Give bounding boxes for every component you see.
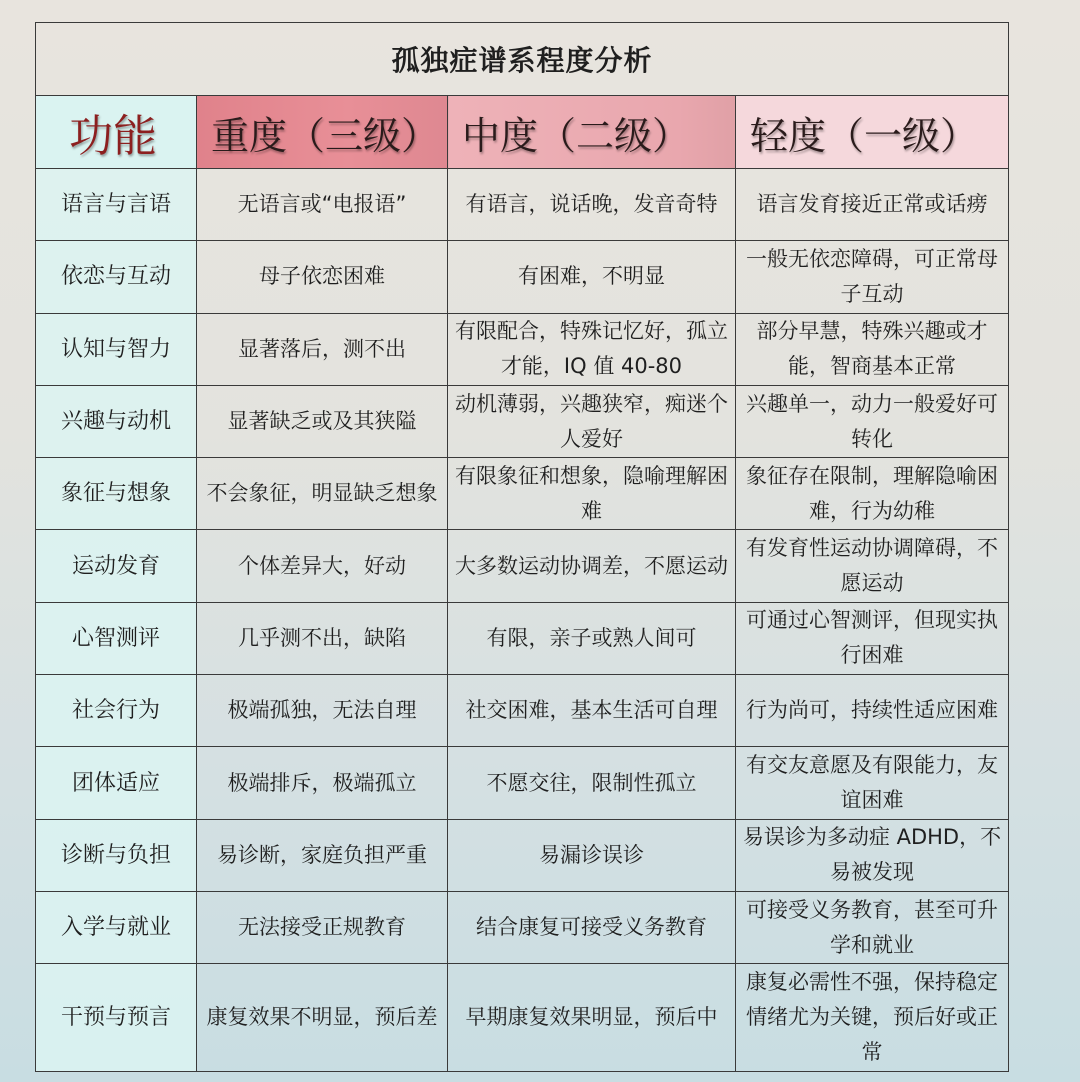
table-row [36, 313, 1009, 385]
severe-text: 个体差异大，好动 [238, 553, 406, 578]
function-text: 认知与智力 [60, 336, 171, 362]
table-row [36, 602, 1009, 674]
moderate-text: 早期康复效果明显，预后中 [465, 1005, 718, 1030]
severe-text: 康复效果不明显，预后差 [206, 1005, 438, 1030]
severe-cell [197, 530, 448, 602]
table-row [36, 964, 1009, 1072]
moderate-cell [448, 891, 736, 963]
header-row [36, 96, 1009, 169]
mild-text: 行为尚可，持续性适应困难 [746, 698, 998, 723]
function-cell [36, 747, 197, 819]
header-severe: 重度（三级） [197, 96, 448, 169]
moderate-cell [448, 530, 736, 602]
function-text: 心智测评 [71, 625, 160, 651]
moderate-cell [448, 241, 736, 313]
moderate-text: 大多数运动协调差，不愿运动 [455, 553, 728, 578]
severe-cell [197, 964, 448, 1072]
moderate-text: 不愿交往，限制性孤立 [486, 770, 697, 795]
mild-text: 象征存在限制，理解隐喻困难，行为幼稚 [746, 463, 998, 523]
moderate-text: 有限，亲子或熟人间可 [486, 625, 697, 650]
moderate-cell [448, 458, 736, 530]
table-row [36, 385, 1009, 457]
function-text: 象征与想象 [60, 481, 171, 507]
table-row [36, 169, 1009, 241]
mild-text: 易误诊为多动症 ADHD，不易被发现 [742, 825, 1002, 885]
severe-text: 极端孤独，无法自理 [227, 698, 417, 723]
mild-cell [736, 241, 1009, 313]
function-text: 社会行为 [71, 698, 160, 724]
moderate-cell [448, 169, 736, 241]
severe-cell [197, 602, 448, 674]
severe-cell [197, 385, 448, 457]
mild-cell [736, 891, 1009, 963]
moderate-cell [448, 313, 736, 385]
moderate-cell [448, 747, 736, 819]
table-row [36, 241, 1009, 313]
function-text: 干预与预言 [60, 1005, 171, 1031]
mild-cell [736, 169, 1009, 241]
header-mild: 轻度（一级） [736, 96, 1009, 169]
header-moderate: 中度（二级） [448, 96, 736, 169]
function-text: 团体适应 [71, 770, 160, 796]
moderate-text: 有困难，不明显 [518, 264, 665, 289]
severe-text: 几乎测不出，缺陷 [238, 625, 406, 650]
autism-spectrum-severity-table [35, 22, 1009, 1072]
function-text: 运动发育 [71, 553, 160, 579]
severe-cell [197, 169, 448, 241]
severe-text: 不会象征，明显缺乏想象 [206, 481, 438, 506]
moderate-text: 有限配合，特殊记忆好，孤立才能，IQ 值 40-80 [455, 319, 728, 379]
mild-text: 有交友意愿及有限能力，友谊困难 [746, 753, 998, 813]
function-cell [36, 241, 197, 313]
moderate-cell [448, 964, 736, 1072]
function-cell [36, 313, 197, 385]
moderate-text: 易漏诊误诊 [539, 842, 644, 867]
function-text: 语言与言语 [60, 192, 171, 218]
severe-cell [197, 747, 448, 819]
severe-text: 母子依恋困难 [259, 264, 385, 289]
moderate-text: 动机薄弱，兴趣狭窄，痴迷个人爱好 [455, 391, 728, 451]
severe-text: 极端排斥，极端孤立 [227, 770, 417, 795]
function-text: 兴趣与动机 [60, 409, 171, 435]
moderate-text: 有语言，说话晚，发音奇特 [465, 192, 718, 217]
severe-cell [197, 458, 448, 530]
mild-cell [736, 819, 1009, 891]
mild-text: 有发育性运动协调障碍，不愿运动 [746, 536, 998, 596]
title-row [36, 23, 1009, 96]
moderate-cell [448, 675, 736, 747]
mild-text: 兴趣单一，动力一般爱好可转化 [746, 391, 998, 451]
mild-text: 可通过心智测评，但现实执行困难 [746, 608, 998, 668]
function-cell [36, 819, 197, 891]
function-text: 入学与就业 [60, 915, 171, 941]
function-cell [36, 169, 197, 241]
severe-cell [197, 891, 448, 963]
severe-text: 显著落后，测不出 [238, 336, 406, 361]
table-body [36, 169, 1009, 1072]
function-cell [36, 891, 197, 963]
table-row [36, 675, 1009, 747]
mild-cell [736, 964, 1009, 1072]
mild-text: 一般无依恋障碍，可正常母子互动 [746, 246, 998, 306]
severe-text: 无法接受正规教育 [238, 915, 406, 940]
mild-cell [736, 602, 1009, 674]
severe-text: 显著缺乏或及其狭隘 [227, 409, 417, 434]
severe-cell [197, 313, 448, 385]
moderate-cell [448, 385, 736, 457]
function-cell [36, 675, 197, 747]
severe-cell [197, 241, 448, 313]
table-row [36, 747, 1009, 819]
function-text: 依恋与互动 [60, 264, 171, 290]
mild-cell [736, 385, 1009, 457]
severe-cell [197, 819, 448, 891]
mild-cell [736, 675, 1009, 747]
mild-text: 部分早慧，特殊兴趣或才能，智商基本正常 [756, 319, 988, 379]
severe-text: 易诊断，家庭负担严重 [217, 842, 427, 867]
table-row [36, 891, 1009, 963]
table-row [36, 819, 1009, 891]
mild-cell [736, 458, 1009, 530]
moderate-cell [448, 819, 736, 891]
function-cell [36, 458, 197, 530]
mild-cell [736, 747, 1009, 819]
header-function: 功能 [36, 96, 197, 169]
function-cell [36, 385, 197, 457]
mild-text: 可接受义务教育，甚至可升学和就业 [746, 897, 998, 957]
mild-text: 语言发育接近正常或话痨 [756, 192, 988, 217]
function-text: 诊断与负担 [60, 842, 171, 868]
mild-cell [736, 530, 1009, 602]
autism-spectrum-table-container [35, 22, 1008, 1072]
severe-cell [197, 675, 448, 747]
table-row [36, 458, 1009, 530]
mild-cell [736, 313, 1009, 385]
moderate-text: 社交困难，基本生活可自理 [465, 698, 718, 723]
moderate-text: 有限象征和想象，隐喻理解困难 [455, 463, 728, 523]
moderate-text: 结合康复可接受义务教育 [476, 915, 707, 940]
mild-text: 康复必需性不强，保持稳定情绪尤为关键，预后好或正常 [746, 970, 998, 1065]
function-cell [36, 530, 197, 602]
function-cell [36, 964, 197, 1072]
table-title: 孤独症谱系程度分析 [36, 23, 1009, 96]
function-cell [36, 602, 197, 674]
table-row [36, 530, 1009, 602]
moderate-cell [448, 602, 736, 674]
severe-text: 无语言或“电报语” [237, 192, 407, 217]
